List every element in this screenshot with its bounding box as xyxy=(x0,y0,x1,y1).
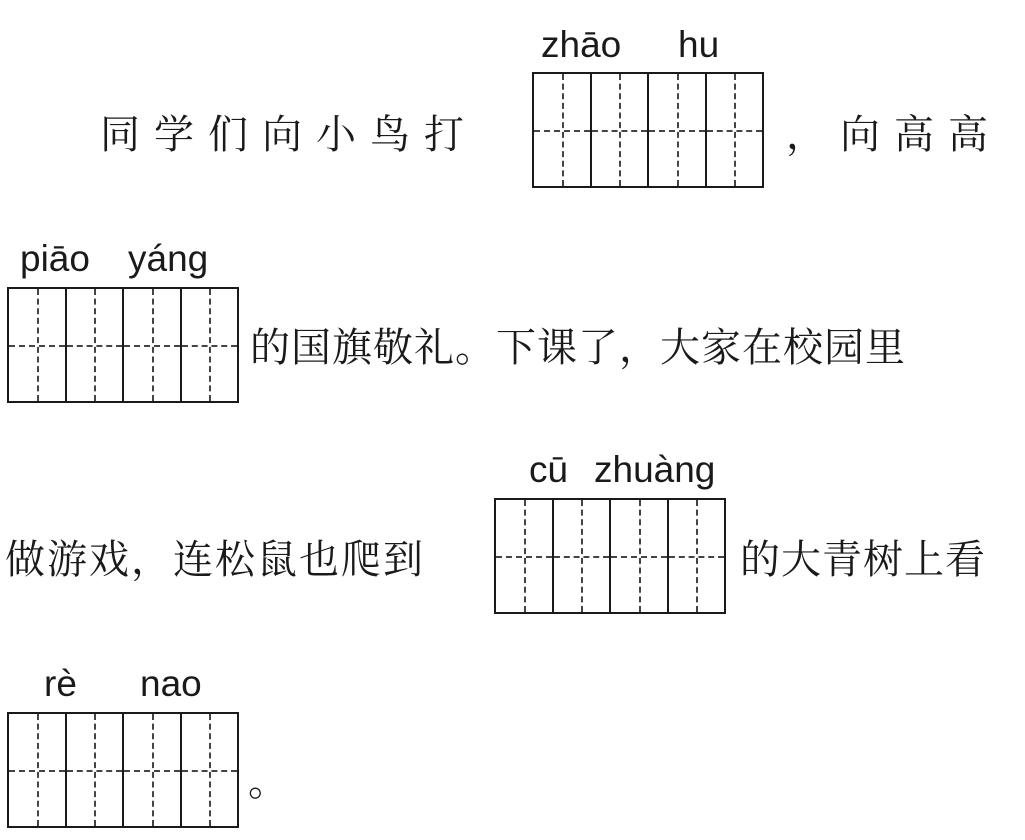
grid-cell xyxy=(182,289,238,401)
grid-cell xyxy=(9,289,67,401)
line-1-text-before: 同学们向小鸟打 xyxy=(100,112,478,158)
line-3-text-before: 做游戏，连松鼠也爬到 xyxy=(5,537,425,583)
line-1-text-after: ，向高高 xyxy=(786,112,1002,158)
grid-cell xyxy=(182,714,238,826)
blank-3-pinyin-1: cū xyxy=(529,449,569,490)
blank-1-pinyin-1: zhāo xyxy=(541,24,622,65)
grid-cell xyxy=(669,500,725,612)
blank-1-writing-grid[interactable] xyxy=(532,72,764,188)
blank-3-pinyin-2: zhuàng xyxy=(594,449,716,490)
blank-2-writing-grid[interactable] xyxy=(7,287,239,403)
grid-cell xyxy=(611,500,669,612)
blank-4-pinyin-2: nao xyxy=(140,663,202,704)
grid-cell xyxy=(592,74,650,186)
line-4-period: 。 xyxy=(248,759,288,805)
grid-cell xyxy=(67,714,125,826)
grid-cell xyxy=(707,74,763,186)
blank-3-writing-grid[interactable] xyxy=(494,498,726,614)
blank-4-writing-grid[interactable] xyxy=(7,712,239,828)
grid-cell xyxy=(649,74,707,186)
grid-cell xyxy=(534,74,592,186)
blank-4-pinyin-1: rè xyxy=(44,663,77,704)
blank-1-pinyin-2: hu xyxy=(678,24,720,65)
blank-2-pinyin-2: yáng xyxy=(128,238,209,279)
grid-cell xyxy=(496,500,554,612)
grid-cell xyxy=(67,289,125,401)
line-2-text-after: 的国旗敬礼。下课了，大家在校园里 xyxy=(250,325,906,371)
blank-2-pinyin-1: piāo xyxy=(20,238,90,279)
line-3-text-after: 的大青树上看 xyxy=(740,537,986,583)
grid-cell xyxy=(124,714,182,826)
grid-cell xyxy=(124,289,182,401)
grid-cell xyxy=(9,714,67,826)
grid-cell xyxy=(554,500,612,612)
